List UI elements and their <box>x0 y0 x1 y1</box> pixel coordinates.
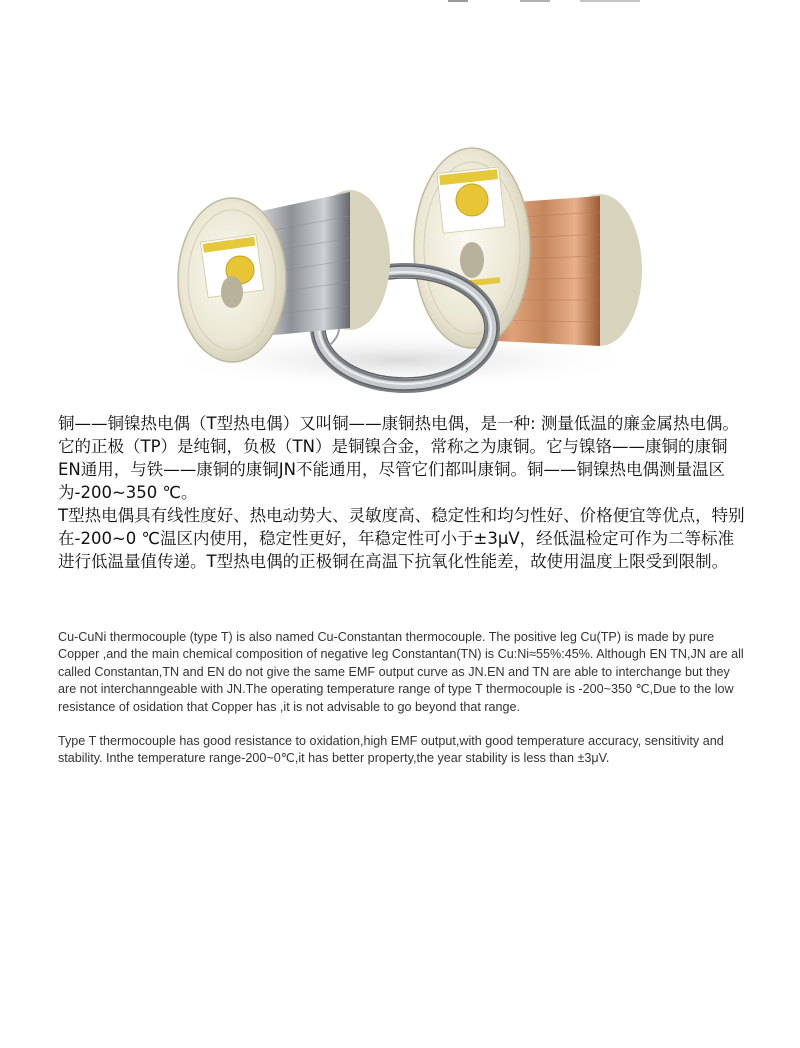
copper-wire-spool <box>414 148 642 348</box>
en-paragraph-1: Cu-CuNi thermocouple (type T) is also named Cu-Constantan thermocouple. The positive leg Cu(TP) is made by pure Copper ,and the main chemical composition of negative leg Constantan(TN) is Cu:Ni≈55%:45%. Although EN TN,JN are all called Constantan,TN and EN do not give the same EMF output curve as JN.EN and TN are able to interchange but they are not interchanngeable with JN.The operating temperature range of type T thermocouple is -200~350 ℃,Due to the low resistance of osidation that Copper has ,it is not advisable to go beyond that range. <box>58 630 744 714</box>
cn-paragraph-1: 铜——铜镍热电偶（T型热电偶）又叫铜——康铜热电偶，是一种: 测量低温的廉金属热电偶。它的正极（TP）是纯铜，负极（TN）是铜镍合金，常称之为康铜。它与镍铬——康铜的康铜EN通用，与铁——康铜的康铜JN不能通用，尽管它们都叫康铜。铜——铜镍热电偶测量温区为-200~350 ℃。 <box>58 414 739 502</box>
product-photo <box>150 110 650 400</box>
en-paragraph-2: Type T thermocouple has good resistance to oxidation,high EMF output,with good temperature accuracy, sensitivity and stability. Inthe temperature range-200~0℃,it has better property,the year stability is less than ±3μV. <box>58 734 724 766</box>
top-decoration-strip <box>440 0 680 4</box>
cn-paragraph-2: T型热电偶具有线性度好、热电动势大、灵敏度高、稳定性和均匀性好、价格便宜等优点，特别在-200~0 ℃温区内使用，稳定性更好，年稳定性可小于±3μV，经低温检定可作为二等标准进行低温量值传递。T型热电偶的正极铜在高温下抗氧化性能差，故使用温度上限受到限制。 <box>58 506 745 571</box>
chinese-description <box>58 412 748 573</box>
english-description <box>58 629 748 768</box>
